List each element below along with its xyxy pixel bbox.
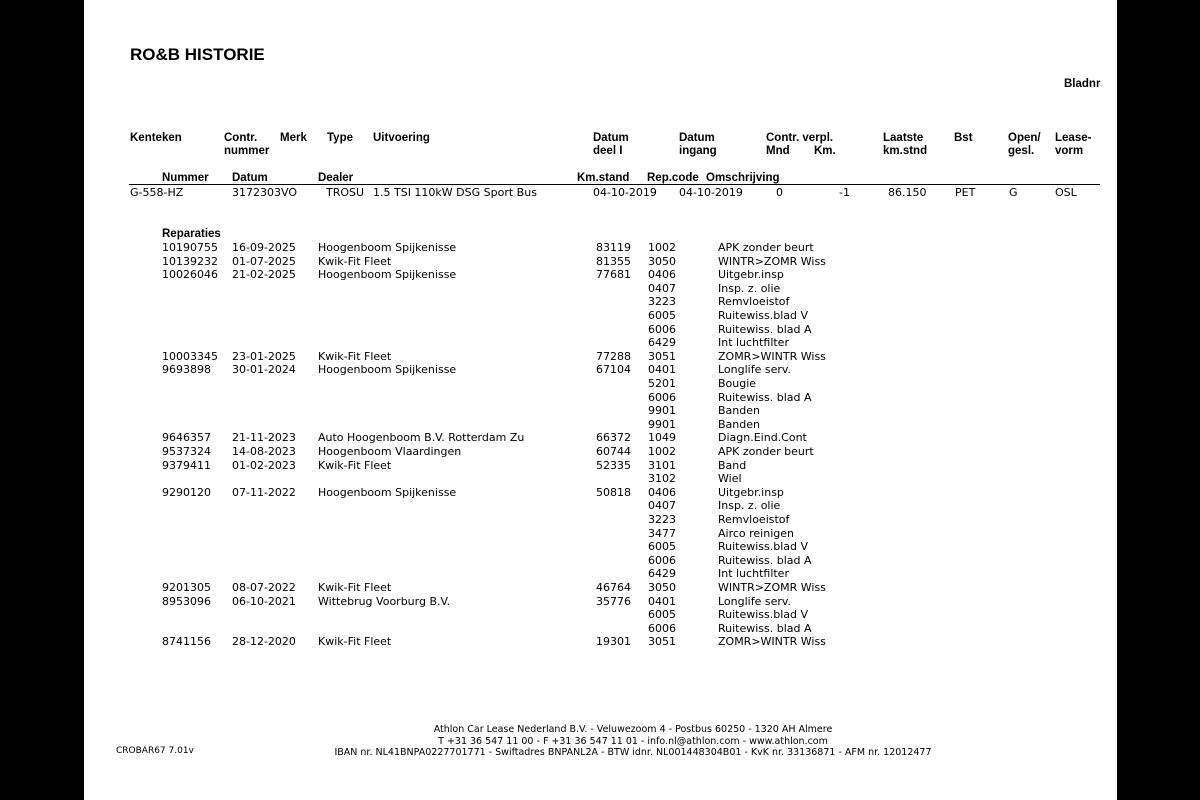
- header-laatste-2: km.stnd: [883, 145, 928, 157]
- report-title: RO&B HISTORIE: [130, 45, 265, 64]
- repair-omschrijving: Ruitewiss.blad V: [718, 540, 809, 554]
- repair-omschrijving: Longlife serv.: [718, 363, 792, 377]
- repair-datum: 01-07-2025: [232, 254, 296, 268]
- repair-omschrijving: APK zonder beurt: [718, 241, 814, 254]
- repair-nummer: 9537324: [162, 445, 211, 458]
- subheader-nummer: Nummer: [162, 172, 209, 184]
- footer-address: Athlon Car Lease Nederland B.V. - Veluwezoom 4 - Postbus 60250 - 1320 AH Almere: [433, 724, 833, 735]
- repair-omschrijving: Insp. z. olie: [718, 281, 781, 295]
- repair-omschrijving: Ruitewiss. blad A: [718, 390, 812, 404]
- header-lease-2: vorm: [1055, 145, 1084, 157]
- vehicle-mnd: 0: [776, 186, 783, 199]
- repair-code: 3050: [648, 254, 676, 268]
- header-open-2: gesl.: [1008, 145, 1035, 157]
- repair-km: 77681: [596, 268, 631, 282]
- repair-dealer: Wittebrug Voorburg B.V.: [318, 594, 451, 608]
- repair-omschrijving: WINTR>ZOMR Wiss: [718, 254, 826, 268]
- header-divider: [129, 184, 1100, 185]
- repair-dealer: Kwik-Fit Fleet: [318, 581, 392, 594]
- header-open-1: Open/: [1008, 132, 1041, 144]
- repair-km: 50818: [596, 485, 631, 499]
- repair-code: 3477: [648, 526, 676, 540]
- repair-code: 3223: [648, 295, 676, 309]
- header-datum-deel-1: Datum: [593, 132, 629, 144]
- repairs-heading: Reparaties: [162, 228, 221, 240]
- header-contr-1: Contr.: [224, 132, 258, 144]
- repair-code: 1002: [648, 241, 676, 254]
- repair-omschrijving: Banden: [718, 404, 760, 418]
- repair-km: 19301: [596, 635, 631, 649]
- report-page: [84, 0, 1117, 800]
- repair-omschrijving: Bougie: [718, 377, 757, 390]
- repair-code: 6006: [648, 390, 676, 404]
- repair-code: 0407: [648, 499, 676, 513]
- repair-omschrijving: Band: [718, 458, 747, 472]
- repair-nummer: 10003345: [162, 349, 218, 363]
- repair-code: 6429: [648, 567, 676, 581]
- repair-nummer: 9201305: [162, 581, 211, 594]
- vehicle-contract: 3172303VO: [232, 186, 297, 199]
- header-contr-km: Km.: [814, 145, 836, 157]
- repair-km: 66372: [596, 431, 631, 445]
- repair-code: 3223: [648, 513, 676, 526]
- vehicle-open: G: [1009, 186, 1018, 199]
- repair-omschrijving: Insp. z. olie: [718, 499, 781, 513]
- repair-datum: 01-02-2023: [232, 458, 296, 472]
- vehicle-bst: PET: [955, 186, 976, 199]
- repair-code: 0406: [648, 268, 676, 282]
- repair-km: 46764: [596, 581, 631, 594]
- repair-datum: 23-01-2025: [232, 349, 296, 363]
- repair-km: 81355: [596, 254, 631, 268]
- repair-km: 77288: [596, 349, 631, 363]
- vehicle-uitvoering: 1.5 TSI 110kW DSG Sport Bus: [373, 186, 537, 199]
- header-contr-mnd: Mnd: [766, 145, 790, 157]
- repair-code: 3051: [648, 635, 676, 649]
- repair-omschrijving: Ruitewiss. blad A: [718, 621, 812, 635]
- repair-datum: 08-07-2022: [232, 581, 296, 594]
- repair-omschrijving: Banden: [718, 417, 760, 431]
- repair-omschrijving: Remvloeistof: [718, 295, 790, 309]
- repair-code: 5201: [648, 377, 676, 390]
- repair-code: 6006: [648, 322, 676, 336]
- header-datum-ingang-1: Datum: [679, 132, 715, 144]
- repair-omschrijving: Longlife serv.: [718, 594, 792, 608]
- repair-code: 6005: [648, 540, 676, 554]
- repair-datum: 21-11-2023: [232, 431, 296, 445]
- repair-code: 0401: [648, 594, 676, 608]
- repair-omschrijving: ZOMR>WINTR Wiss: [718, 349, 826, 363]
- header-type: Type: [327, 132, 353, 144]
- header-merk: Merk: [280, 132, 307, 144]
- repair-omschrijving: Remvloeistof: [718, 513, 790, 526]
- repair-dealer: Hoogenboom Spijkenisse: [318, 241, 457, 254]
- repair-omschrijving: Int luchtfilter: [718, 567, 789, 581]
- page-number-label: Bladnr: [1064, 78, 1101, 90]
- repair-dealer: Kwik-Fit Fleet: [318, 254, 392, 268]
- repair-datum: 28-12-2020: [232, 635, 296, 649]
- subheader-dealer: Dealer: [318, 172, 354, 184]
- repair-omschrijving: Ruitewiss. blad A: [718, 553, 812, 567]
- header-laatste-1: Laatste: [883, 132, 924, 144]
- repair-omschrijving: Ruitewiss.blad V: [718, 608, 809, 622]
- repair-omschrijving: Ruitewiss.blad V: [718, 309, 809, 322]
- repair-datum: 16-09-2025: [232, 241, 296, 254]
- repair-code: 3101: [648, 458, 676, 472]
- subheader-omschrijving: Omschrijving: [706, 172, 780, 184]
- repair-omschrijving: Ruitewiss. blad A: [718, 322, 812, 336]
- repair-dealer: Auto Hoogenboom B.V. Rotterdam Zu: [318, 431, 525, 445]
- repair-dealer: Kwik-Fit Fleet: [318, 349, 392, 363]
- vehicle-lease: OSL: [1055, 186, 1077, 199]
- repair-omschrijving: ZOMR>WINTR Wiss: [718, 635, 826, 649]
- repair-code: 3050: [648, 581, 676, 594]
- repair-datum: 06-10-2021: [232, 594, 296, 608]
- repair-code: 0406: [648, 485, 676, 499]
- repair-dealer: Hoogenboom Spijkenisse: [318, 268, 457, 282]
- repair-km: 35776: [596, 594, 631, 608]
- repair-nummer: 8741156: [162, 635, 211, 649]
- subheader-repcode: Rep.code: [647, 172, 699, 184]
- header-contr-2: nummer: [224, 145, 270, 157]
- header-kenteken: Kenteken: [130, 132, 182, 144]
- repair-nummer: 10139232: [162, 254, 218, 268]
- repair-code: 3102: [648, 472, 676, 486]
- repair-datum: 21-02-2025: [232, 268, 296, 282]
- header-bst: Bst: [954, 132, 973, 144]
- footer-bank: IBAN nr. NL41BNPA0227701771 - Swiftadres BNPANL2A - BTW idnr. NL001448304B01 - KvK nr. 33136871 - AFM nr. 12012477: [334, 747, 932, 758]
- repair-nummer: 9379411: [162, 458, 211, 472]
- header-datum-ingang-2: ingang: [679, 145, 717, 157]
- repair-dealer: Kwik-Fit Fleet: [318, 635, 392, 649]
- repair-datum: 14-08-2023: [232, 445, 296, 458]
- footer-code: CROBAR67 7.01v: [116, 746, 194, 756]
- repair-omschrijving: Diagn.Eind.Cont: [718, 431, 807, 445]
- repair-nummer: 8953096: [162, 594, 211, 608]
- repair-code: 9901: [648, 417, 676, 431]
- header-datum-deel-2: deel I: [593, 145, 623, 157]
- repair-code: 9901: [648, 404, 676, 418]
- repair-km: 60744: [596, 445, 631, 458]
- vehicle-km: -1: [839, 186, 850, 199]
- repair-code: 6006: [648, 621, 676, 635]
- vehicle-datum-deel-1: 04-10-2019: [593, 186, 657, 199]
- repair-nummer: 9693898: [162, 363, 211, 377]
- repair-nummer: 9646357: [162, 431, 211, 445]
- repair-omschrijving: Uitgebr.insp: [718, 485, 784, 499]
- repair-omschrijving: Int luchtfilter: [718, 336, 789, 350]
- repair-code: 6005: [648, 608, 676, 622]
- repair-nummer: 10190755: [162, 241, 218, 254]
- repair-code: 6005: [648, 309, 676, 322]
- repair-dealer: Hoogenboom Spijkenisse: [318, 363, 457, 377]
- repair-datum: 07-11-2022: [232, 485, 296, 499]
- repair-km: 67104: [596, 363, 631, 377]
- repair-dealer: Hoogenboom Vlaardingen: [318, 445, 462, 458]
- repair-code: 0407: [648, 281, 676, 295]
- footer-contact: T +31 36 547 11 00 - F +31 36 547 11 01 - info.nl@athlon.com - www.athlon.com: [438, 736, 828, 747]
- repair-km: 83119: [596, 241, 631, 254]
- vehicle-merk: TROSU: [326, 186, 365, 199]
- header-lease-1: Lease-: [1055, 132, 1092, 144]
- repair-code: 1049: [648, 431, 676, 445]
- header-uitvoering: Uitvoering: [373, 132, 430, 144]
- repair-code: 1002: [648, 445, 676, 458]
- repair-code: 6006: [648, 553, 676, 567]
- repair-omschrijving: APK zonder beurt: [718, 445, 814, 458]
- repair-omschrijving: WINTR>ZOMR Wiss: [718, 581, 826, 594]
- vehicle-datum-ingang: 04-10-2019: [679, 186, 743, 199]
- repair-datum: 30-01-2024: [232, 363, 296, 377]
- repair-code: 6429: [648, 336, 676, 350]
- repair-omschrijving: Airco reinigen: [718, 526, 794, 540]
- vehicle-kenteken: G-558-HZ: [130, 186, 184, 199]
- repair-code: 3051: [648, 349, 676, 363]
- repair-nummer: 9290120: [162, 485, 211, 499]
- repair-dealer: Hoogenboom Spijkenisse: [318, 485, 457, 499]
- repair-omschrijving: Wiel: [718, 472, 742, 486]
- subheader-kmstand: Km.stand: [577, 172, 630, 184]
- repair-omschrijving: Uitgebr.insp: [718, 268, 784, 282]
- repair-nummer: 10026046: [162, 268, 218, 282]
- repair-km: 52335: [596, 458, 631, 472]
- repair-dealer: Kwik-Fit Fleet: [318, 458, 392, 472]
- vehicle-laatste-km: 86.150: [888, 186, 927, 199]
- subheader-datum: Datum: [232, 172, 268, 184]
- repair-code: 0401: [648, 363, 676, 377]
- header-contr-verpl: Contr. verpl.: [766, 132, 834, 144]
